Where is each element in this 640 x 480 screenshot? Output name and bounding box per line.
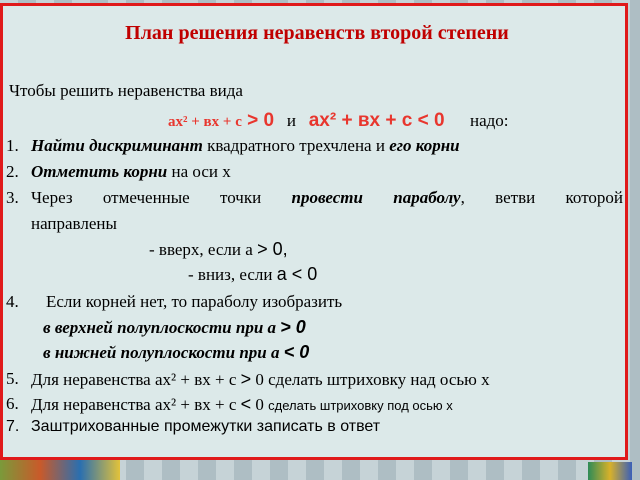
step-4: Если корней нет, то параболу изобразить [46,292,343,311]
step-5-text-2: 0 сделать штриховку над осью х [251,370,490,389]
step-3-up [149,239,288,260]
step-4-number: 4. [6,292,19,311]
conjunction: и [286,111,296,130]
step-4-upper-text: в верхней полуплоскости при а [43,318,281,337]
step-5 [31,369,490,390]
inequality-1-op: > 0 [241,110,275,131]
step-3-number: 3. [6,188,19,207]
intro-text: Чтобы решить неравенства вида [9,81,243,100]
step-3-down-symbol: а < 0 [276,264,318,284]
decorative-image-right [588,462,632,480]
step-4-upper [43,317,306,338]
step-3-down [188,264,317,285]
step-3-bold-1: провести [291,188,363,207]
step-6-text-3: сделать штриховку под осью х [268,398,453,413]
step-3-up-symbol: > 0, [257,239,288,259]
step-2-number: 2. [6,162,19,181]
step-6-number: 6. [6,394,19,413]
step-4-lower [43,342,309,363]
step-7: Заштрихованные промежутки записать в ответ [31,418,381,435]
step-1-text: квадратного трехчлена и [202,136,390,155]
step-1-number: 1. [6,136,19,155]
step-4-lower-text: в нижней полуплоскости при а [43,343,284,362]
step-5-symbol: > [240,369,252,389]
inequality-2: ах² + вх + с < 0 [308,110,445,131]
step-6 [31,394,453,415]
content-panel [0,3,628,460]
step-2-text: на оси х [167,162,231,181]
step-6-text-2: 0 [251,395,269,414]
step-4-upper-symbol: > 0 [280,317,306,337]
step-2-bold: Отметить корни [31,162,168,181]
step-3-continuation: направлены [31,214,117,233]
step-1-bold2: его корни [389,136,460,155]
step-5-text-1: Для неравенства ах² + вх + с [31,370,241,389]
inequalities-line [168,110,509,132]
step-3 [31,188,623,208]
inequalities-tail: надо: [470,111,509,130]
step-6-symbol: < [240,394,252,414]
step-4-lower-symbol: < 0 [283,342,310,362]
step-5-number: 5. [6,369,19,388]
decorative-image-left [0,460,120,480]
step-3-up-text: - вверх, если а [149,240,258,259]
page-title: План решения неравенств второй степени [125,22,509,44]
step-1-bold: Найти дискриминант [31,136,203,155]
inequality-1-expr: ах² + вх + с [168,114,242,130]
step-2 [31,162,231,182]
step-3-down-text: - вниз, если [188,265,277,284]
step-3-text-2: , ветви которой [460,188,624,207]
step-3-gap [363,188,393,207]
step-3-bold-2: параболу [393,188,461,207]
step-7-number: 7. [6,418,20,435]
step-3-text-1: Через отмеченные точки [31,188,292,207]
step-6-text-1: Для неравенства ах² + вх + с [31,395,241,414]
step-1 [31,136,460,156]
